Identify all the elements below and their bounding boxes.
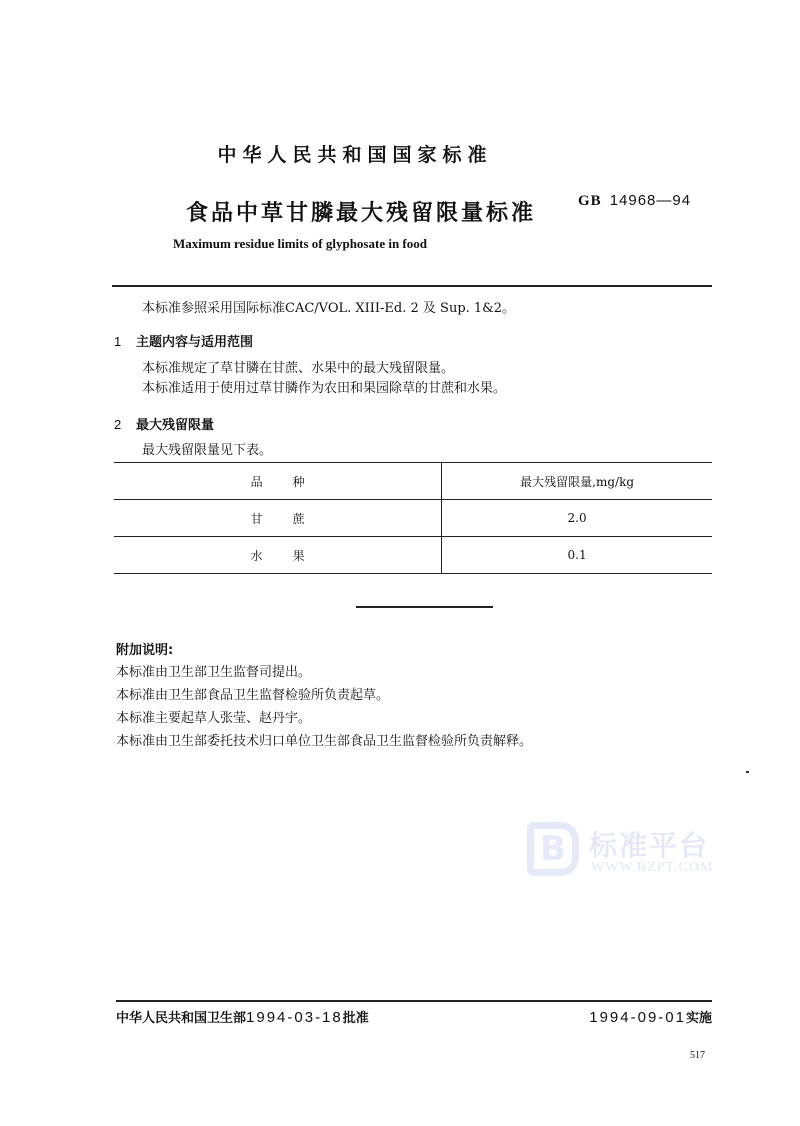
section-2-paragraph: 最大残留限量见下表。	[142, 443, 273, 458]
section-number: 2	[114, 417, 122, 432]
section-1-paragraph: 本标准适用于使用过草甘膦作为农田和果园除草的甘蔗和水果。	[142, 381, 507, 396]
end-of-body-rule	[356, 606, 493, 608]
watermark-logo-icon: B	[527, 822, 579, 876]
column-header-limit: 最大残留限量,mg/kg	[442, 463, 712, 500]
table-row	[114, 537, 712, 574]
section-title: 最大残留限量	[136, 418, 215, 433]
section-2-heading	[114, 414, 214, 433]
scan-speck	[746, 771, 749, 773]
note-item: 本标准主要起草人张莹、赵丹宇。	[116, 711, 312, 726]
standard-code	[578, 192, 691, 210]
standard-number: 14968—94	[609, 192, 692, 209]
section-number: 1	[114, 334, 122, 349]
residue-limits-table	[114, 462, 712, 574]
header-rule	[112, 285, 712, 287]
national-standard-title: 中华人民共和国国家标准	[217, 144, 493, 166]
approved-date: 1994-03-18	[246, 1009, 343, 1026]
note-item: 本标准由卫生部委托技术归口单位卫生部食品卫生监督检验所负责解释。	[116, 734, 533, 749]
section-title: 主题内容与适用范围	[136, 335, 254, 350]
document-title: 食品中草甘膦最大残留限量标准	[186, 201, 537, 226]
section-1-paragraph: 本标准规定了草甘膦在甘蔗、水果中的最大残留限量。	[142, 361, 455, 376]
intro-paragraph: 本标准参照采用国际标准CAC/VOL. XIII-Ed. 2 及 Sup. 1&2。	[142, 301, 516, 316]
standard-prefix: GB	[578, 193, 602, 209]
effective-date: 1994-09-01	[589, 1009, 686, 1026]
note-item: 本标准由卫生部食品卫生监督检验所负责起草。	[116, 688, 390, 703]
page-number: 517	[690, 1050, 705, 1061]
note-item: 本标准由卫生部卫生监督司提出。	[116, 665, 312, 680]
table-row	[114, 500, 712, 537]
approval-line	[116, 1007, 369, 1026]
effective-label: 实施	[685, 1011, 712, 1026]
watermark-text: 标准平台	[589, 829, 710, 862]
watermark	[527, 822, 727, 882]
watermark-url: WWW.BZPT.COM	[591, 860, 714, 875]
cell-limit: 0.1	[442, 537, 712, 574]
column-header-variety: 品种	[114, 463, 442, 500]
footer-rule	[116, 1000, 712, 1002]
cell-variety: 水果	[114, 537, 442, 574]
notes-title: 附加说明:	[116, 643, 174, 658]
approved-label: 批准	[342, 1011, 369, 1026]
effective-line	[589, 1007, 712, 1026]
issuer: 中华人民共和国卫生部	[116, 1011, 247, 1026]
cell-variety: 甘蔗	[114, 500, 442, 537]
table-header-row	[114, 463, 712, 500]
english-title: Maximum residue limits of glyphosate in food	[173, 236, 427, 251]
section-1-heading	[114, 331, 253, 350]
cell-limit: 2.0	[442, 500, 712, 537]
